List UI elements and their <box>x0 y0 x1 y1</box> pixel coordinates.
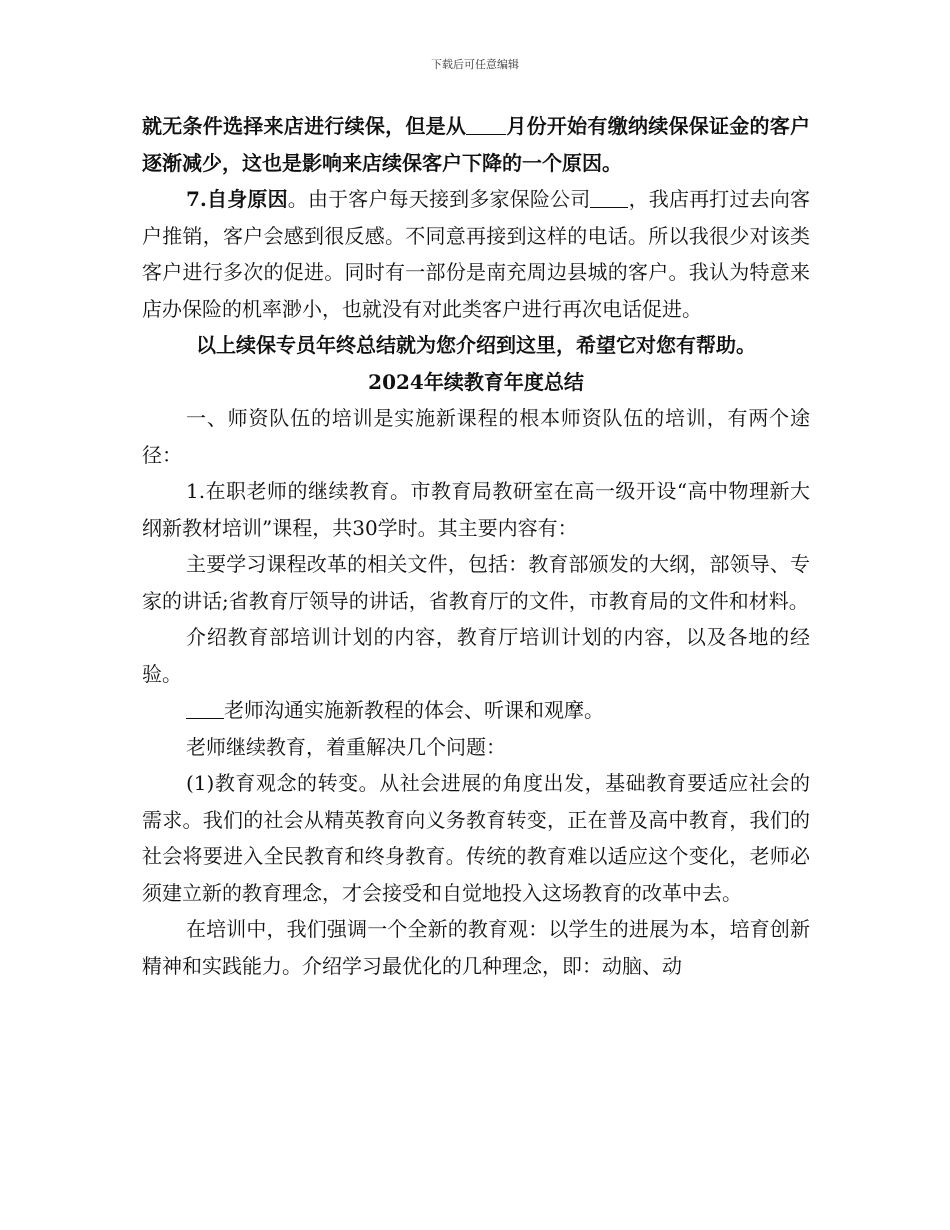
paragraph-deposit-reason <box>142 108 810 181</box>
training-plan-paragraph: 介绍教育部培训计划的内容，教育厅培训计划的内容，以及各地的经验。 <box>142 625 810 686</box>
document-body <box>142 108 810 984</box>
education-view-paragraph: 在培训中，我们强调一个全新的教育观：以学生的进展为本，培育创新精神和实践能力。介绍学习最优化的几种理念，即：动脑、动 <box>142 917 810 978</box>
concept-change-paragraph: (1)教育观念的转变。从社会进展的角度出发，基础教育要适应社会的需求。我们的社会从精英教育向义务教育转变，正在普及高中教育，我们的社会将要进入全民教育和终身教育。传统的教育难以适应这个变化，老师必须建立新的教育理念，才会接受和自觉地投入这场教育的改革中去。 <box>142 771 810 905</box>
study-documents-paragraph: 主要学习课程改革的相关文件，包括：教育部颁发的大纲，部领导、专家的讲话;省教育厅领导的讲话，省教育厅的文件，市教育局的文件和材料。 <box>142 552 810 613</box>
text-run: 就无条件选择来店进行续保，但是从 <box>142 114 467 138</box>
section-one-paragraph: 一、师资队伍的培训是实施新课程的根本师资队伍的培训，有两个途径： <box>142 406 810 467</box>
closing-line: 以上续保专员年终总结就为您介绍到这里，希望它对您有帮助。 <box>196 333 756 357</box>
fill-blank <box>466 114 506 135</box>
paragraph-self-reason <box>142 181 810 327</box>
text-run: ，我店再打过去向客户推销，客户会感到很反感。不同意再接到这样的电话。所以我很少对该类客户进行多次的促进。同时有一部份是南充周边县城的客户。我认为特意来店办保险的机率渺小，也就没有对此类客户进行再次电话促进。 <box>142 187 811 321</box>
fill-blank <box>590 187 628 208</box>
fill-blank <box>186 698 224 719</box>
text-run: 月份开始有缴纳续保保证金的客户逐渐减少，这也是影响来店续保客户下降的一个原因。 <box>142 114 811 175</box>
document-title: 2024年续教育年度总结 <box>368 369 584 394</box>
teacher-exchange-paragraph <box>142 692 810 729</box>
item-1-paragraph: 1.在职老师的继续教育。市教育局教研室在高一级开设“高中物理新大纲新教材培训”课程，共30学时。其主要内容有： <box>142 479 810 540</box>
text-run: 。由于客户每天接到多家保险公司 <box>287 187 591 211</box>
problems-intro-paragraph: 老师继续教育，着重解决几个问题： <box>186 734 506 759</box>
page-header: 下载后可任意编辑 <box>431 58 519 71</box>
text-run: 老师沟通实施新教程的体会、听课和观摩。 <box>224 698 604 722</box>
item-label: 7.自身原因 <box>186 187 288 211</box>
